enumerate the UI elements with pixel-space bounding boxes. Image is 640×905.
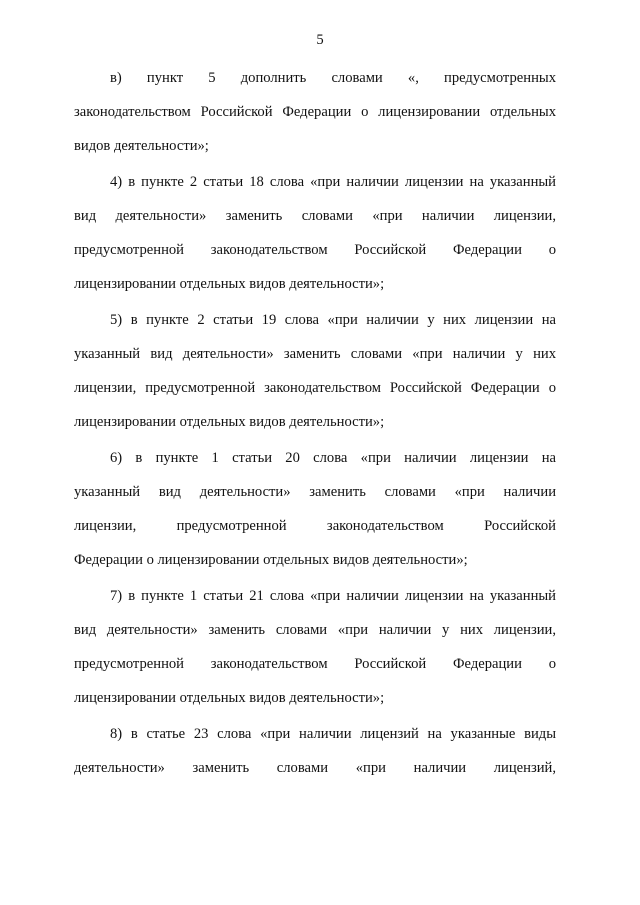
- text-line: лицензировании отдельных видов деятельности»;: [74, 276, 385, 292]
- text-line: лицензировании отдельных видов деятельности»;: [74, 690, 385, 706]
- text-line: лицензировании отдельных видов деятельности»;: [74, 414, 385, 430]
- text-line: 7) в пункте 1 статьи 21 слова «при наличии лицензии на указанный: [110, 588, 556, 604]
- text-line: указанный вид деятельности» заменить словами «при наличии у них: [74, 346, 556, 362]
- text-line: предусмотренной законодательством Российской Федерации о: [74, 242, 556, 258]
- text-line: в) пункт 5 дополнить словами «, предусмотренных: [110, 70, 556, 86]
- text-line: вид деятельности» заменить словами «при наличии лицензии,: [74, 208, 556, 224]
- text-line: 6) в пункте 1 статьи 20 слова «при наличии лицензии на: [110, 450, 556, 466]
- text-line: предусмотренной законодательством Российской Федерации о: [74, 656, 556, 672]
- text-line: деятельности» заменить словами «при наличии лицензий,: [74, 760, 556, 776]
- page-number: 5: [316, 32, 324, 48]
- text-line: законодательством Российской Федерации о лицензировании отдельных: [74, 104, 556, 120]
- text-line: вид деятельности» заменить словами «при наличии у них лицензии,: [74, 622, 556, 638]
- text-line: 8) в статье 23 слова «при наличии лицензий на указанные виды: [110, 726, 556, 742]
- text-line: указанный вид деятельности» заменить словами «при наличии: [74, 484, 556, 500]
- text-line: лицензии, предусмотренной законодательством Российской Федерации о: [74, 380, 556, 396]
- text-line: 5) в пункте 2 статьи 19 слова «при наличии у них лицензии на: [110, 312, 556, 328]
- text-line: Федерации о лицензировании отдельных видов деятельности»;: [74, 552, 468, 568]
- text-line: видов деятельности»;: [74, 138, 209, 154]
- text-line: лицензии, предусмотренной законодательством Российской: [74, 518, 556, 534]
- text-line: 4) в пункте 2 статьи 18 слова «при наличии лицензии на указанный: [110, 174, 556, 190]
